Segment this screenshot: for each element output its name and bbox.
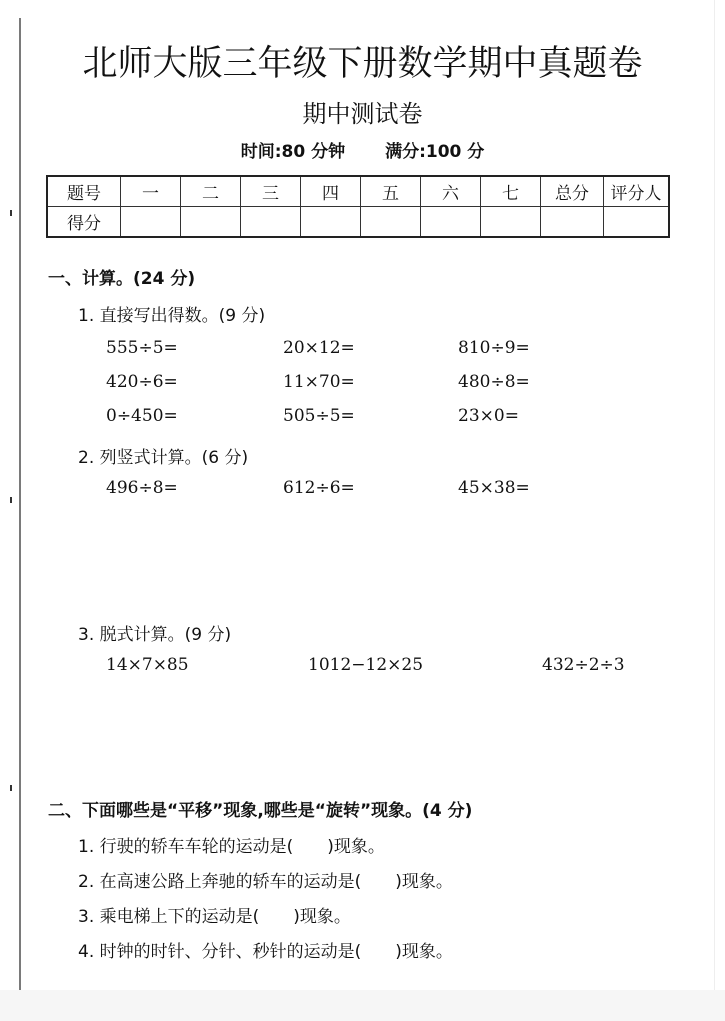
row-label: 得分 bbox=[47, 207, 121, 238]
section-2-item: 1. 行驶的轿车车轮的运动是( )现象。 bbox=[78, 837, 385, 857]
problem: 612÷6= bbox=[283, 478, 355, 498]
exam-meta bbox=[0, 137, 725, 162]
section-2-item: 4. 时钟的时针、分针、秒针的运动是( )现象。 bbox=[78, 942, 453, 962]
problem: 810÷9= bbox=[458, 338, 530, 358]
section-2-item: 2. 在高速公路上奔驰的轿车的运动是( )现象。 bbox=[78, 872, 453, 892]
header-cell: 二 bbox=[181, 176, 241, 207]
problem: 420÷6= bbox=[106, 372, 178, 392]
problem: 23×0= bbox=[458, 406, 519, 426]
score-table bbox=[46, 175, 670, 238]
problem: 555÷5= bbox=[106, 338, 178, 358]
score-cell[interactable] bbox=[604, 207, 670, 238]
score-cell[interactable] bbox=[481, 207, 541, 238]
header-cell: 题号 bbox=[47, 176, 121, 207]
problem: 505÷5= bbox=[283, 406, 355, 426]
header-cell: 四 bbox=[301, 176, 361, 207]
problem: 496÷8= bbox=[106, 478, 178, 498]
score-cell[interactable] bbox=[361, 207, 421, 238]
problem: 0÷450= bbox=[106, 406, 178, 426]
header-cell: 三 bbox=[241, 176, 301, 207]
header-cell: 一 bbox=[121, 176, 181, 207]
full-score: 满分:100 分 bbox=[385, 142, 485, 162]
question-2-label: 2. 列竖式计算。(6 分) bbox=[78, 448, 249, 468]
problem: 20×12= bbox=[283, 338, 355, 358]
header-cell: 七 bbox=[481, 176, 541, 207]
page-subtitle: 期中测试卷 bbox=[302, 100, 423, 128]
page-title: 北师大版三年级下册数学期中真题卷 bbox=[82, 44, 643, 84]
margin-mark bbox=[10, 210, 12, 216]
score-cell[interactable] bbox=[181, 207, 241, 238]
problem: 432÷2÷3 bbox=[542, 655, 625, 675]
question-3-label: 3. 脱式计算。(9 分) bbox=[78, 625, 232, 645]
header-cell: 五 bbox=[361, 176, 421, 207]
score-table-score-row bbox=[47, 207, 669, 238]
problem: 14×7×85 bbox=[106, 655, 189, 675]
score-cell[interactable] bbox=[421, 207, 481, 238]
header-cell: 评分人 bbox=[604, 176, 670, 207]
score-cell[interactable] bbox=[121, 207, 181, 238]
score-cell[interactable] bbox=[301, 207, 361, 238]
question-1-label: 1. 直接写出得数。(9 分) bbox=[78, 306, 266, 326]
section-2-heading: 二、下面哪些是“平移”现象,哪些是“旋转”现象。(4 分) bbox=[48, 801, 473, 821]
page-bottom-band bbox=[0, 990, 725, 1021]
problem: 480÷8= bbox=[458, 372, 530, 392]
time-limit: 时间:80 分钟 bbox=[240, 142, 346, 162]
score-cell[interactable] bbox=[541, 207, 604, 238]
header-cell: 总分 bbox=[541, 176, 604, 207]
section-2-item: 3. 乘电梯上下的运动是( )现象。 bbox=[78, 907, 351, 927]
binding-margin-line bbox=[19, 18, 21, 990]
score-cell[interactable] bbox=[241, 207, 301, 238]
score-table-header-row bbox=[47, 176, 669, 207]
problem: 1012−12×25 bbox=[308, 655, 424, 675]
section-1-heading: 一、计算。(24 分) bbox=[48, 269, 196, 289]
problem: 45×38= bbox=[458, 478, 530, 498]
margin-mark bbox=[10, 785, 12, 791]
margin-mark bbox=[10, 497, 12, 503]
problem: 11×70= bbox=[283, 372, 355, 392]
header-cell: 六 bbox=[421, 176, 481, 207]
